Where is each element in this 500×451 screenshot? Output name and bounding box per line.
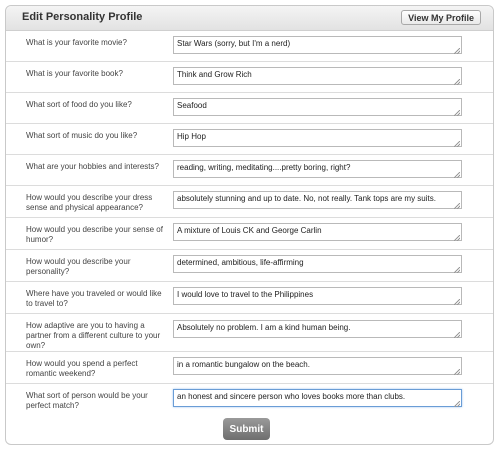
question-label: What are your hobbies and interests? (26, 162, 159, 171)
resize-grip-icon[interactable] (454, 401, 460, 407)
answer-field-hobbies[interactable]: reading, writing, meditating....pretty boring, right? (173, 160, 462, 178)
resize-grip-icon[interactable] (454, 79, 460, 85)
question-row-personality (6, 250, 493, 282)
question-row-weekend (6, 352, 493, 384)
answer-field-music[interactable]: Hip Hop (173, 129, 462, 147)
submit-button[interactable]: Submit (223, 418, 270, 440)
resize-grip-icon[interactable] (454, 332, 460, 338)
question-row-humor (6, 218, 493, 250)
question-label: How would you describe your dress sense and physical appearance? (26, 193, 153, 212)
panel-header (6, 6, 493, 31)
answer-field-book[interactable]: Think and Grow Rich (173, 67, 462, 85)
question-label: What sort of music do you like? (26, 131, 138, 140)
question-label: What sort of person would be your perfect match? (26, 391, 148, 410)
question-row-hobbies (6, 155, 493, 186)
answer-field-travel[interactable]: I would love to travel to the Philippines (173, 287, 462, 305)
answer-field-dress[interactable]: absolutely stunning and up to date. No, not really. Tank tops are my suits. (173, 191, 462, 209)
resize-grip-icon[interactable] (454, 48, 460, 54)
resize-grip-icon[interactable] (454, 235, 460, 241)
answer-field-food[interactable]: Seafood (173, 98, 462, 116)
question-label: What is your favorite book? (26, 69, 123, 78)
answer-field-culture[interactable]: Absolutely no problem. I am a kind human being. (173, 320, 462, 338)
question-label: How would you spend a perfect romantic weekend? (26, 359, 138, 378)
question-label: How would you describe your personality? (26, 257, 131, 276)
question-label: How adaptive are you to having a partner from a different culture to your own? (26, 321, 161, 350)
profile-panel (5, 5, 494, 445)
question-row-book (6, 62, 493, 93)
view-my-profile-button[interactable]: View My Profile (401, 10, 481, 25)
question-row-movie (6, 31, 493, 62)
question-row-food (6, 93, 493, 124)
question-label: Where have you traveled or would like to travel to? (26, 289, 162, 308)
question-row-culture (6, 314, 493, 352)
question-row-music (6, 124, 493, 155)
resize-grip-icon[interactable] (454, 141, 460, 147)
question-list (6, 31, 493, 417)
answer-field-humor[interactable]: A mixture of Louis CK and George Carlin (173, 223, 462, 241)
answer-field-match[interactable]: an honest and sincere person who loves books more than clubs. (173, 389, 462, 407)
resize-grip-icon[interactable] (454, 172, 460, 178)
question-label: How would you describe your sense of humor? (26, 225, 163, 244)
resize-grip-icon[interactable] (454, 203, 460, 209)
page-title: Edit Personality Profile (22, 11, 143, 23)
question-row-travel (6, 282, 493, 314)
resize-grip-icon[interactable] (454, 369, 460, 375)
question-row-match (6, 384, 493, 417)
resize-grip-icon[interactable] (454, 299, 460, 305)
question-row-dress (6, 186, 493, 218)
answer-field-weekend[interactable]: in a romantic bungalow on the beach. (173, 357, 462, 375)
question-label: What sort of food do you like? (26, 100, 132, 109)
question-label: What is your favorite movie? (26, 38, 127, 47)
resize-grip-icon[interactable] (454, 267, 460, 273)
answer-field-movie[interactable]: Star Wars (sorry, but I'm a nerd) (173, 36, 462, 54)
answer-field-personality[interactable]: determined, ambitious, life-affirming (173, 255, 462, 273)
resize-grip-icon[interactable] (454, 110, 460, 116)
